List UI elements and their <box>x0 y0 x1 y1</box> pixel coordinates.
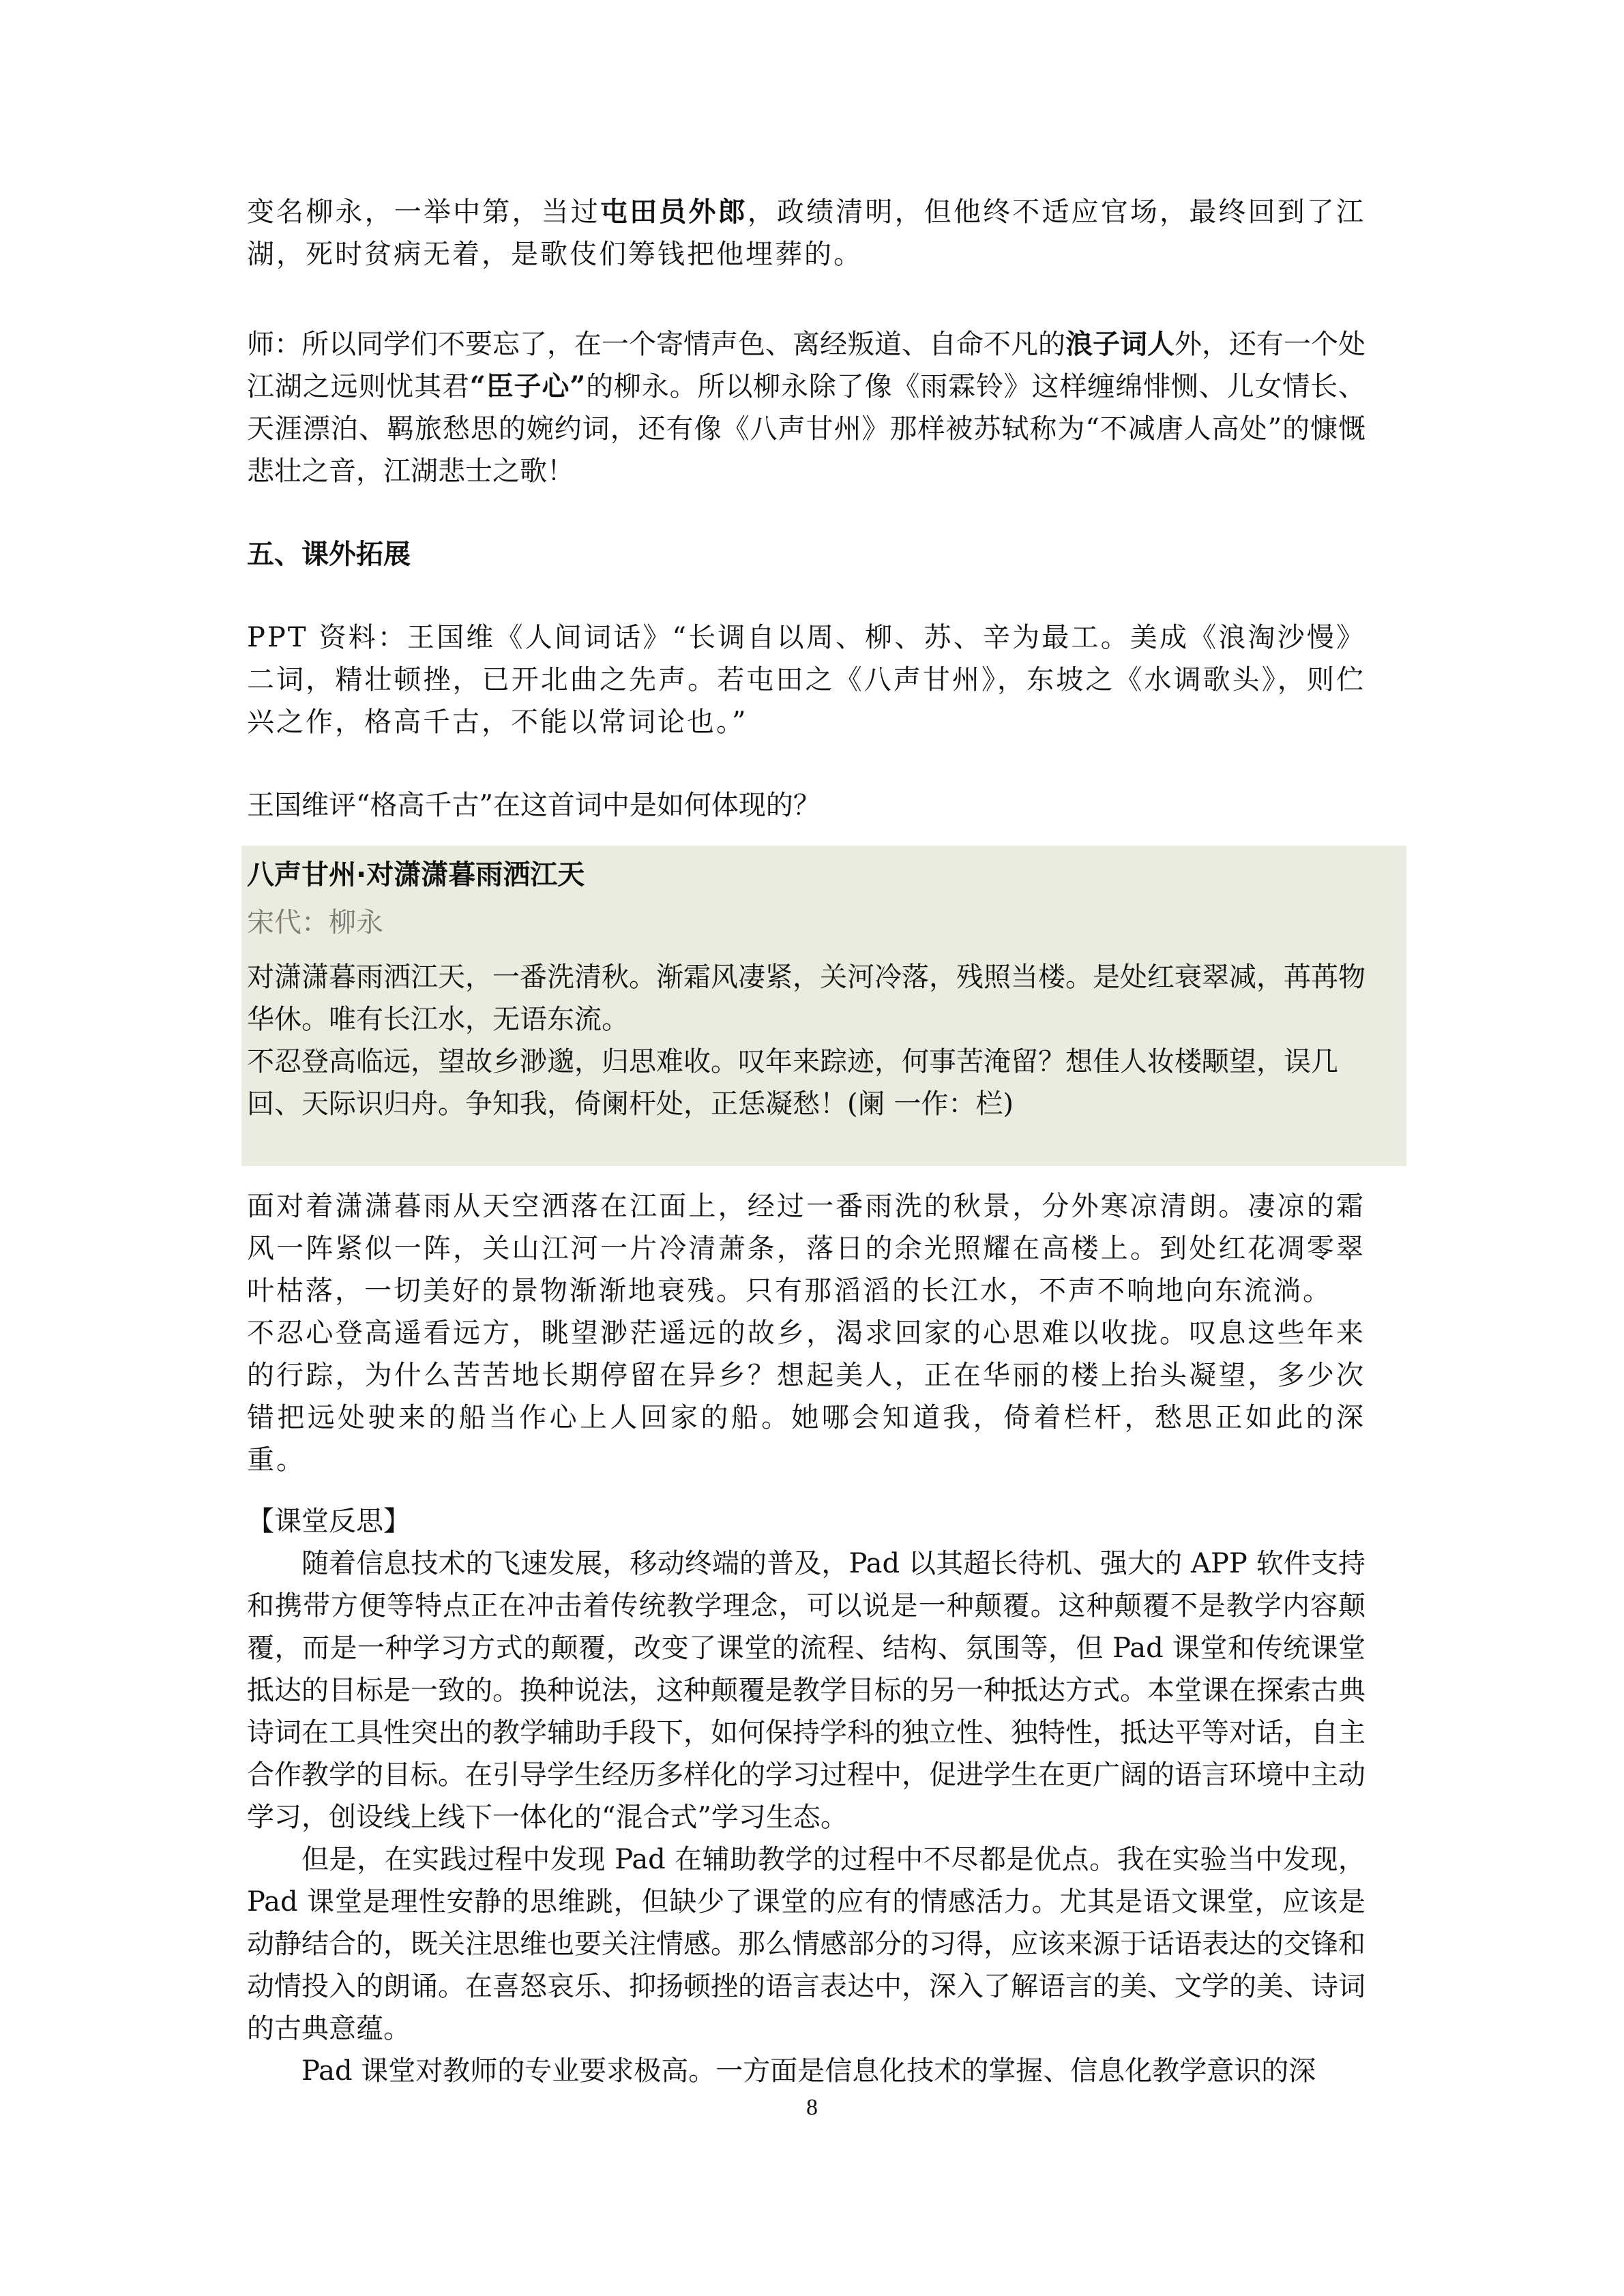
question-paragraph: 王国维评“格高千古”在这首词中是如何体现的？ <box>247 790 821 821</box>
translation-paragraph-2: 不忍心登高遥看远方，眺望渺茫遥远的故乡，渴求回家的心思难以收拢。叹息这些年来的行踪，为什么苦苦地长期停留在异乡？想起美人，正在华丽的楼上抬头凝望，多少次错把远处驶来的船当作心上人回家的船。她哪会知道我，倚着栏杆，愁思正如此的深重。 <box>247 1317 1365 1476</box>
reflection-paragraph-1: 随着信息技术的飞速发展，移动终端的普及，Pad 以其超长待机、强大的 APP 软件支持和携带方便等特点正在冲击着传统教学理念，可以说是一种颠覆。这种颠覆不是教学内容颠覆，而是一种学习方式的颠覆，改变了课堂的流程、结构、氛围等，但 Pad 课堂和传统课堂抵达的目标是一致的。换种说法，这种颠覆是教学目标的另一种抵达方式。本堂课在探索古典诗词在工具性突出的教学辅助手段下，如何保持学科的独立性、独特性，抵达平等对话，自主合作教学的目标。在引导学生经历多样化的学习过程中，促进学生在更广阔的语言环境中主动学习，创设线上线下一体化的“混合式”学习生态。 <box>247 1548 1365 1833</box>
poem-author: 宋代：柳永 <box>247 907 383 938</box>
bold-term-langzi: 浪子词人 <box>1065 328 1175 360</box>
text-run: 变名柳永，一举中第，当过 <box>247 196 600 228</box>
text-run: 的柳永。所以柳永除了像《雨霖铃》这样缠绵悱恻、儿女情长、天涯漂泊、羁旅愁思的婉约词，还有像《八声甘州》那样被苏轼称为“不减唐人高处”的慷慨悲壮之音，江湖悲士之歌！ <box>247 371 1366 487</box>
text-run: 外，还有一个处江湖之远则忧其君 <box>247 329 1365 402</box>
text-run: ，政绩清明，但他终不适应官场，最终回到了江湖，死时贫病无着，是歌伎们筹钱把他埋葬的。 <box>247 196 1366 270</box>
reflection-paragraph-3: Pad 课堂对教师的专业要求极高。一方面是信息化技术的掌握、信息化教学意识的深 <box>301 2055 1316 2087</box>
page-number: 8 <box>806 2095 818 2120</box>
poem-stanza-1: 对潇潇暮雨洒江天，一番洗清秋。渐霜风凄紧，关河冷落，残照当楼。是处红衰翠减，苒苒物华休。唯有长江水，无语东流。 <box>247 961 1365 1035</box>
section-heading: 五、课外拓展 <box>247 539 411 570</box>
poem-title: 八声甘州·对潇潇暮雨洒江天 <box>247 859 585 891</box>
poem-stanza-2: 不忍登高临远，望故乡渺邈，归思难收。叹年来踪迹，何事苦淹留？想佳人妆楼颙望，误几回、天际识归舟。争知我，倚阑杆处，正恁凝愁！(阑 一作：栏) <box>247 1046 1338 1120</box>
reflection-heading: 【课堂反思】 <box>247 1506 411 1537</box>
paragraph-teacher-remark <box>247 323 1365 492</box>
ppt-material-paragraph: PPT 资料：王国维《人间词话》“长调自以周、柳、苏、辛为最工。美成《浪淘沙慢》二词，精壮顿挫，已开北曲之先声。若屯田之《八声甘州》，东坡之《水调歌头》，则伫兴之作，格高千古，不能以常词论也。” <box>247 622 1365 738</box>
poem-card <box>241 846 1406 1166</box>
text-run: 师：所以同学们不要忘了，在一个寄情声色、离经叛道、自命不凡的 <box>247 329 1065 360</box>
bold-term-chenzixin: “臣子心” <box>469 370 586 402</box>
document-body <box>247 191 1365 2092</box>
reflection-paragraph-2: 但是，在实践过程中发现 Pad 在辅助教学的过程中不尽都是优点。我在实验当中发现，Pad 课堂是理性安静的思维跳，但缺少了课堂的应有的情感活力。尤其是语文课堂，应该是动静结合的，既关注思维也要关注情感。那么情感部分的习得，应该来源于话语表达的交锋和动情投入的朗诵。在喜怒哀乐、抑扬顿挫的语言表达中，深入了解语言的美、文学的美、诗词的古典意蕴。 <box>247 1844 1365 2044</box>
paragraph-liu-yong-bio <box>247 191 1365 275</box>
bold-term-tuntian: 屯田员外郎 <box>600 196 748 228</box>
translation-paragraph-1: 面对着潇潇暮雨从天空洒落在江面上，经过一番雨洗的秋景，分外寒凉清朗。凄凉的霜风一阵紧似一阵，关山江河一片冷清萧条，落日的余光照耀在高楼上。到处红花凋零翠叶枯落，一切美好的景物渐渐地衰残。只有那滔滔的长江水，不声不响地向东流淌。 <box>247 1191 1365 1307</box>
